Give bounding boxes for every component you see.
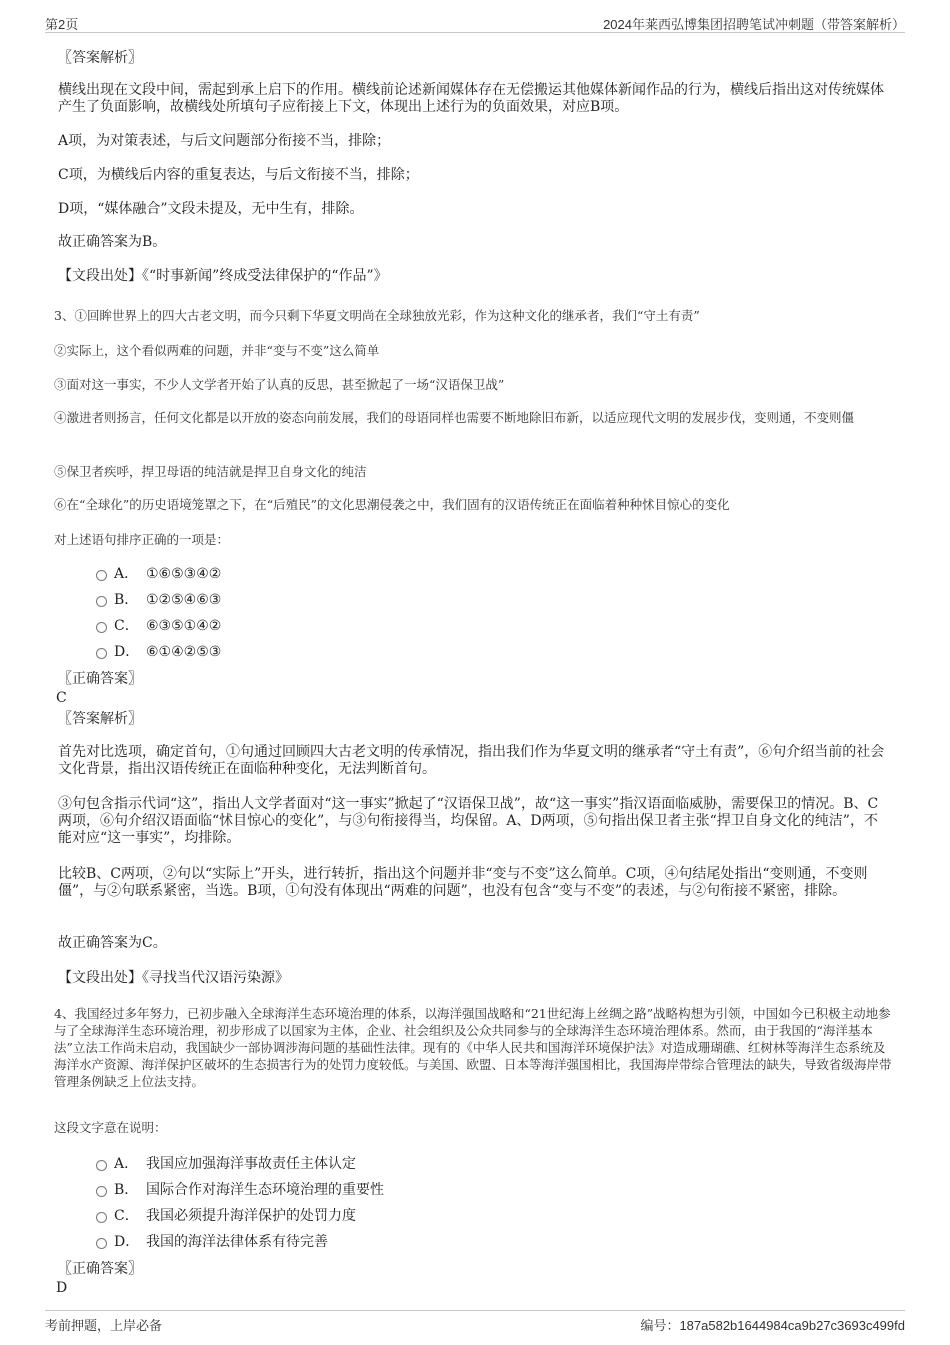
analysis-paragraph: ③句包含指示代词“这”，指出人文学者面对“这一事实”掀起了“汉语保卫战”，故“这一事实”指汉语面临威胁，需要保卫的情况。B、C两项，⑥句介绍汉语面临“怵目惊心的变化”，与③句衔接得当，均保留。A、D两项，⑤句指出保卫者主张“捍卫自身文化的纯洁”，不能对应“这一事实”，均排除。 [58, 796, 879, 846]
analysis-paragraph: C项，为横线后内容的重复表达，与后文衔接不当，排除； [58, 167, 419, 183]
analysis-label: 〖答案解析〗 [58, 50, 142, 66]
option-letter: C． [114, 1208, 139, 1224]
answer-conclusion: 故正确答案为C。 [58, 935, 167, 951]
analysis-paragraph: 横线出现在文段中间，需起到承上启下的作用。横线前论述新闻媒体存在无偿搬运其他媒体新闻作品的行为，横线后指出这对传统媒体产生了负面影响，故横线处所填句子应衔接上下文，体现出上述行为的负面效果，对应B项。 [58, 82, 884, 115]
option-text: 我国必须提升海洋保护的处罚力度 [146, 1208, 356, 1224]
question-sentence: ③面对这一事实，不少人文学者开始了认真的反思，甚至掀起了一场“汉语保卫战” [54, 377, 505, 392]
option-text: ⑥①④②⑤③ [146, 644, 222, 660]
radio-button-icon[interactable] [96, 1186, 107, 1197]
document-title: 2024年莱西弘博集团招聘笔试冲刺题（带答案解析） [603, 17, 905, 32]
analysis-paragraph: 比较B、C两项，②句以“实际上”开头，进行转折，指出这个问题并非“变与不变”这么简单。C项，④句结尾处指出“变则通，不变则僵”，与②句联系紧密，当选。B项，①句没有体现出“两难的问题”，也没有包含“变与不变”的表述，与②句衔接不紧密，排除。 [58, 866, 868, 899]
question-prompt: 这段文字意在说明： [54, 1120, 167, 1135]
question-stem: 4、我国经过多年努力，已初步融入全球海洋生态环境治理的体系，以海洋强国战略和“21世纪海上丝绸之路”战略构想为引领，中国如今已积极主动地参与了全球海洋生态环境治理，初步形成了以国家为主体，企业、社会组织及公众共同参与的全球海洋生态环境治理体系。然而，由于我国的“海洋基本法”立法工作尚未启动，我国缺少一部协调涉海问题的基础性法律。现有的《中华人民共和国海洋环境保护法》对造成珊瑚礁、红树林等海洋生态系统及海洋水产资源、海洋保护区破坏的生态损害行为的处罚力度较低。与美国、欧盟、日本等海洋强国相比，我国海岸带综合管理法的缺失，导致省级海岸带管理条例缺乏上位法支持。 [54, 1006, 892, 1089]
radio-button-icon[interactable] [96, 1212, 107, 1223]
question-sentence: ②实际上，这个看似两难的问题，并非“变与不变”这么简单 [54, 343, 380, 358]
option-letter: B． [114, 592, 139, 608]
analysis-paragraph: A项，为对策表述，与后文问题部分衔接不当，排除； [58, 133, 391, 149]
source-citation: 【文段出处】《寻找当代汉语污染源》 [58, 970, 289, 986]
option-letter: D． [114, 1234, 140, 1250]
question-sentence: ⑤保卫者疾呼，捍卫母语的纯洁就是捍卫自身文化的纯洁 [54, 464, 367, 479]
page-header [45, 14, 905, 33]
radio-button-icon[interactable] [96, 1238, 107, 1249]
question-prompt: 对上述语句排序正确的一项是： [54, 532, 230, 547]
option-text: 我国应加强海洋事故责任主体认定 [146, 1156, 356, 1172]
option-text: 我国的海洋法律体系有待完善 [146, 1234, 328, 1250]
option-text: ①②⑤④⑥③ [146, 592, 222, 608]
option-text: ①⑥⑤③④② [146, 566, 222, 582]
question-sentence: ⑥在“全球化”的历史语境笼罩之下，在“后殖民”的文化思潮侵袭之中，我们固有的汉语传统正在面临着种种怵目惊心的变化 [54, 497, 730, 512]
option-text: ⑥③⑤①④② [146, 618, 222, 634]
option-text: 国际合作对海洋生态环境治理的重要性 [146, 1182, 384, 1198]
correct-answer-label: 〖正确答案〗 [58, 671, 142, 687]
answer-conclusion: 故正确答案为B。 [58, 234, 167, 250]
source-citation: 【文段出处】《“时事新闻”终成受法律保护的“作品”》 [58, 268, 388, 284]
analysis-paragraph: D项，“媒体融合”文段未提及，无中生有，排除。 [58, 201, 364, 217]
correct-answer: D [56, 1280, 68, 1296]
option-letter: D． [114, 644, 140, 660]
option-letter: B． [114, 1182, 139, 1198]
analysis-label: 〖答案解析〗 [58, 711, 142, 727]
analysis-paragraph: 首先对比选项，确定首句，①句通过回顾四大古老文明的传承情况，指出我们作为华夏文明的继承者“守土有责”，⑥句介绍当前的社会文化背景，指出汉语传统正在面临种种变化，无法判断首句。 [58, 744, 885, 777]
radio-button-icon[interactable] [96, 622, 107, 633]
page-number: 第2页 [45, 17, 79, 32]
question-sentence: 3、①回眸世界上的四大古老文明，而今只剩下华夏文明尚在全球独放光彩，作为这种文化的继承者，我们“守土有责” [54, 308, 700, 323]
radio-button-icon[interactable] [96, 596, 107, 607]
correct-answer: C [56, 690, 67, 706]
option-letter: C． [114, 618, 139, 634]
question-sentence: ④激进者则扬言，任何文化都是以开放的姿态向前发展，我们的母语同样也需要不断地除旧布新，以适应现代文明的发展步伐，变则通，不变则僵 [54, 410, 855, 425]
document-code: 编号：187a582b1644984ca9b27c3693c499fd [640, 1318, 905, 1333]
radio-button-icon[interactable] [96, 1160, 107, 1171]
footer-slogan: 考前押题，上岸必备 [45, 1318, 163, 1333]
radio-button-icon[interactable] [96, 648, 107, 659]
page-footer [45, 1310, 905, 1333]
option-letter: A． [114, 566, 139, 582]
correct-answer-label: 〖正确答案〗 [58, 1261, 142, 1277]
option-letter: A． [114, 1156, 139, 1172]
radio-button-icon[interactable] [96, 570, 107, 581]
